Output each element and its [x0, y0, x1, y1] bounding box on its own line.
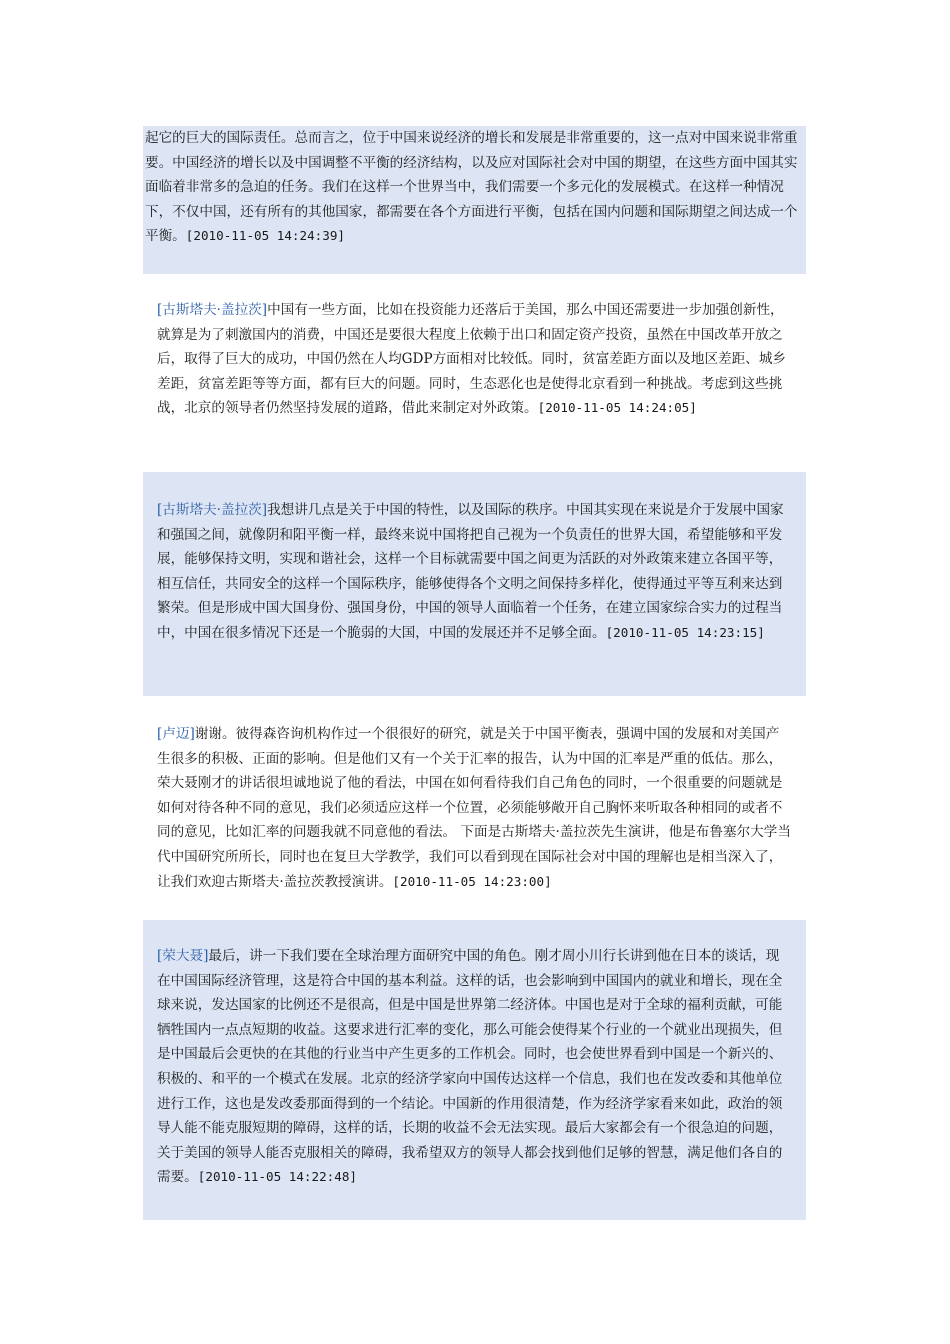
entry-paragraph: [157, 944, 792, 1190]
transcript-entry: [143, 720, 806, 900]
entry-paragraph: [157, 298, 792, 421]
transcript-entry: [143, 472, 806, 696]
entry-paragraph: [145, 126, 802, 249]
speaker-name: [荣大聂]: [157, 948, 209, 964]
entry-text: 最后，讲一下我们要在全球治理方面研究中国的角色。刚才周小川行长讲到他在日本的谈话，现在中国国际经济管理，这是符合中国的基本利益。这样的话，也会影响到中国国内的就业和增长，现在全球来说，发达国家的比例还不是很高，但是中国是世界第二经济体。中国也是对于全球的福利贡献，可能牺牲国内一点点短期的收益。这要求进行汇率的变化，那么可能会使得某个行业的一个就业出现损失，但是中国最后会更快的在其他的行业当中产生更多的工作机会。同时，也会使世界看到中国是一个新兴的、积极的、和平的一个模式在发展。北京的经济学家向中国传达这样一个信息，我们也在发改委和其他单位进行工作，这也是发改委那面得到的一个结论。中国新的作用很清楚，作为经济学家看来如此，政治的领导人能不能克服短期的障碍，这样的话，长期的收益不会无法实现。最后大家都会有一个很急迫的问题，关于美国的领导人能否克服相关的障碍，我希望双方的领导人都会找到他们足够的智慧，满足他们各自的需要。: [157, 948, 783, 1186]
entry-timestamp: [2010-11-05 14:23:15]: [605, 624, 765, 640]
speaker-name: [古斯塔夫·盖拉茨]: [157, 502, 268, 518]
entry-timestamp: [2010-11-05 14:23:00]: [392, 873, 552, 889]
transcript-entry: [143, 920, 806, 1220]
entry-timestamp: [2010-11-05 14:24:39]: [185, 228, 346, 244]
speaker-name: [卢迈]: [157, 726, 195, 742]
entry-timestamp: [2010-11-05 14:22:48]: [197, 1169, 358, 1185]
entry-text: 谢谢。彼得森咨询机构作过一个很很好的研究，就是关于中国平衡表，强调中国的发展和对美国产生很多的积极、正面的影响。但是他们又有一个关于汇率的报告，认为中国的汇率是严重的低估。那么，荣大聂刚才的讲话很坦诚地说了他的看法，中国在如何看待我们自己角色的同时，一个很重要的问题就是如何对待各种不同的意见，我们必须适应这样一个位置，必须能够敞开自己胸怀来听取各种相同的或者不同的意见，比如汇率的问题我就不同意他的看法。 下面是古斯塔夫·盖拉茨先生演讲，他是布鲁塞尔大学当代中国研究所所长，同时也在复旦大学教学，我们可以看到现在国际社会对中国的理解也是相当深入了，让我们欢迎古斯塔夫·盖拉茨教授演讲。: [157, 726, 791, 890]
speaker-name: [古斯塔夫·盖拉茨]: [157, 302, 268, 318]
transcript-entry: [143, 296, 806, 454]
entry-text: 我想讲几点是关于中国的特性，以及国际的秩序。中国其实现在来说是介于发展中国家和强国之间，就像阴和阳平衡一样，最终来说中国将把自己视为一个负责任的世界大国，希望能够和平发展，能够保持文明，实现和谐社会，这样一个目标就需要中国之间更为活跃的对外政策来建立各国平等，相互信任，共同安全的这样一个国际秩序，能够使得各个文明之间保持多样化，使得通过平等互利来达到繁荣。但是形成中国大国身份、强国身份，中国的领导人面临着一个任务，在建立国家综合实力的过程当中，中国在很多情况下还是一个脆弱的大国，中国的发展还并不足够全面。: [157, 502, 784, 641]
entry-text: 起它的巨大的国际责任。总而言之，位于中国来说经济的增长和发展是非常重要的，这一点对中国来说非常重要。中国经济的增长以及中国调整不平衡的经济结构，以及应对国际社会对中国的期望，在这些方面中国其实面临着非常多的急迫的任务。我们在这样一个世界当中，我们需要一个多元化的发展模式。在这样一种情况下，不仅中国，还有所有的其他国家，都需要在各个方面进行平衡，包括在国内问题和国际期望之间达成一个平衡。: [145, 130, 798, 245]
entry-text: 中国有一些方面，比如在投资能力还落后于美国，那么中国还需要进一步加强创新性，就算是为了刺激国内的消费，中国还是要很大程度上依赖于出口和固定资产投资，虽然在中国改革开放之后，取得了巨大的成功，中国仍然在人均GDP方面相对比较低。同时，贫富差距方面以及地区差距、城乡差距，贫富差距等等方面，都有巨大的问题。同时，生态恶化也是使得北京看到一种挑战。考虑到这些挑战，北京的领导者仍然坚持发展的道路，借此来制定对外政策。: [157, 302, 787, 417]
entry-paragraph: [157, 722, 792, 894]
entry-timestamp: [2010-11-05 14:24:05]: [537, 400, 697, 416]
transcript-entry: [143, 126, 806, 274]
entry-paragraph: [157, 498, 792, 646]
